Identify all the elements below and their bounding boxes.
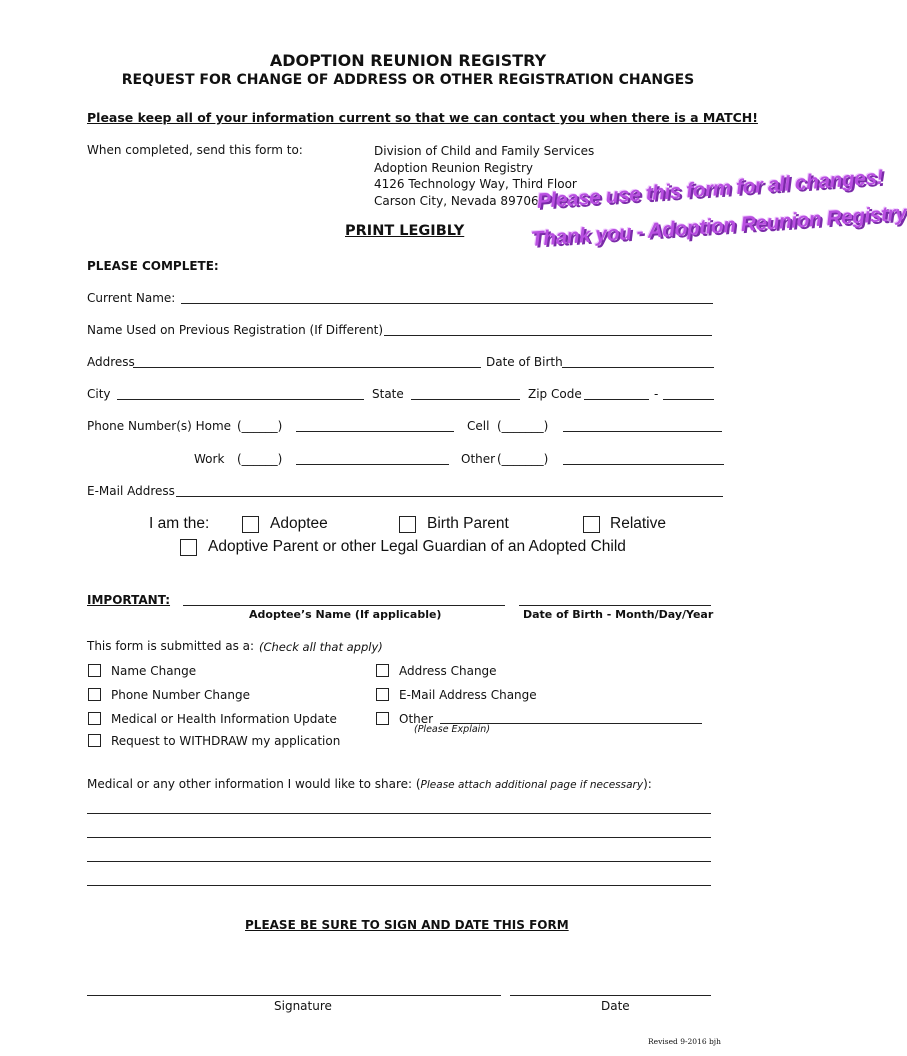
other-phone-field[interactable] [563,464,724,465]
medical-info-line[interactable] [87,837,711,838]
email-label: E-Mail Address [87,484,175,498]
medical-label-prefix: Medical or any other information I would like to share: ( [87,777,421,791]
name-change-label: Name Change [111,664,197,678]
revised-note: Revised 9-2016 bjh [648,1037,721,1046]
work-area-code-field[interactable]: (______) [237,452,283,466]
form-subtitle: REQUEST FOR CHANGE OF ADDRESS OR OTHER REGISTRATION CHANGES [121,72,695,88]
wordart-line-2: Thank you - Adoption Reunion Registry [530,201,907,251]
previous-name-field[interactable] [384,335,712,336]
other-change-label: Other [399,712,434,726]
state-field[interactable] [411,399,520,400]
adoptee-checkbox[interactable] [242,516,259,533]
city-label: City [87,387,111,401]
address-change-checkbox[interactable] [376,664,389,677]
zip-field[interactable] [584,399,649,400]
name-change-checkbox[interactable] [88,664,101,677]
adoptee-label: Adoptee [270,515,328,532]
print-legibly-heading: PRINT LEGIBLY [345,223,465,239]
address-line: Adoption Reunion Registry [374,160,533,175]
address-line: 4126 Technology Way, Third Floor [374,177,577,191]
address-line: Division of Child and Family Services [374,144,595,158]
other-area-code-field[interactable]: (_______) [497,452,549,466]
date-caption: Date [601,999,630,1013]
signature-field[interactable] [87,995,501,996]
form-title: ADOPTION REUNION REGISTRY [269,51,547,70]
adoptee-dob-caption: Date of Birth - Month/Day/Year [523,608,714,621]
phone-change-checkbox[interactable] [88,688,101,701]
city-field[interactable] [117,399,364,400]
other-phone-label: Other [461,452,496,466]
address-change-label: Address Change [399,664,497,678]
home-phone-field[interactable] [296,431,454,432]
dob-field[interactable] [562,367,714,368]
address-field[interactable] [133,367,481,368]
withdraw-checkbox[interactable] [88,734,101,747]
address-label: Address [87,355,135,369]
relative-label: Relative [610,515,666,532]
cell-area-code-field[interactable]: (_______) [497,419,549,433]
medical-update-label: Medical or Health Information Update [111,712,337,726]
current-name-label: Current Name: [87,291,176,305]
cell-label: Cell [467,419,490,433]
important-label: IMPORTANT: [87,593,171,607]
other-change-checkbox[interactable] [376,712,389,725]
medical-update-checkbox[interactable] [88,712,101,725]
zip-label: Zip Code [528,387,582,401]
adoptive-parent-label: Adoptive Parent or other Legal Guardian of an Adopted Child [208,538,626,555]
address-line: Carson City, Nevada 89706 [374,193,539,208]
sign-notice: PLEASE BE SURE TO SIGN AND DATE THIS FORM [245,918,569,932]
dob-label: Date of Birth [486,355,563,369]
medical-info-label [87,777,652,791]
date-field[interactable] [510,995,711,996]
birth-parent-label: Birth Parent [427,515,509,532]
medical-info-line[interactable] [87,861,711,862]
adoptee-name-caption: Adoptee’s Name (If applicable) [249,608,442,621]
adoptee-name-field[interactable] [183,605,505,606]
please-complete-heading: PLEASE COMPLETE: [87,259,219,273]
adoptive-parent-checkbox[interactable] [180,539,197,556]
cell-phone-field[interactable] [563,431,722,432]
medical-info-line[interactable] [87,885,711,886]
other-explain-hint: (Please Explain) [414,724,491,735]
medical-label-suffix: ): [643,777,652,791]
email-change-checkbox[interactable] [376,688,389,701]
zip-dash: - [654,387,659,401]
phone-home-label: Phone Number(s) Home [87,419,232,433]
current-name-field[interactable] [181,303,713,304]
withdraw-label: Request to WITHDRAW my application [111,734,341,748]
submitted-label: This form is submitted as a: [87,639,255,653]
home-area-code-field[interactable]: (______) [237,419,283,433]
zip-plus4-field[interactable] [663,399,714,400]
wordart-line-1: Please use this form for all changes! [536,165,884,213]
signature-caption: Signature [274,999,332,1013]
previous-name-label: Name Used on Previous Registration (If Different) [87,323,384,337]
adoptee-dob-field[interactable] [519,605,711,606]
work-phone-field[interactable] [296,464,449,465]
notice-text: Please keep all of your information current so that we can contact you when there is a MATCH! [87,110,758,125]
phone-change-label: Phone Number Change [111,688,250,702]
mailing-label: When completed, send this form to: [87,143,303,157]
work-label: Work [194,452,225,466]
iam-label: I am the: [149,515,210,532]
state-label: State [372,387,404,401]
submitted-hint: (Check all that apply) [259,640,383,654]
email-change-label: E-Mail Address Change [399,688,537,702]
email-field[interactable] [176,496,723,497]
medical-label-hint: Please attach additional page if necessary [420,779,644,791]
medical-info-line[interactable] [87,813,711,814]
birth-parent-checkbox[interactable] [399,516,416,533]
relative-checkbox[interactable] [583,516,600,533]
